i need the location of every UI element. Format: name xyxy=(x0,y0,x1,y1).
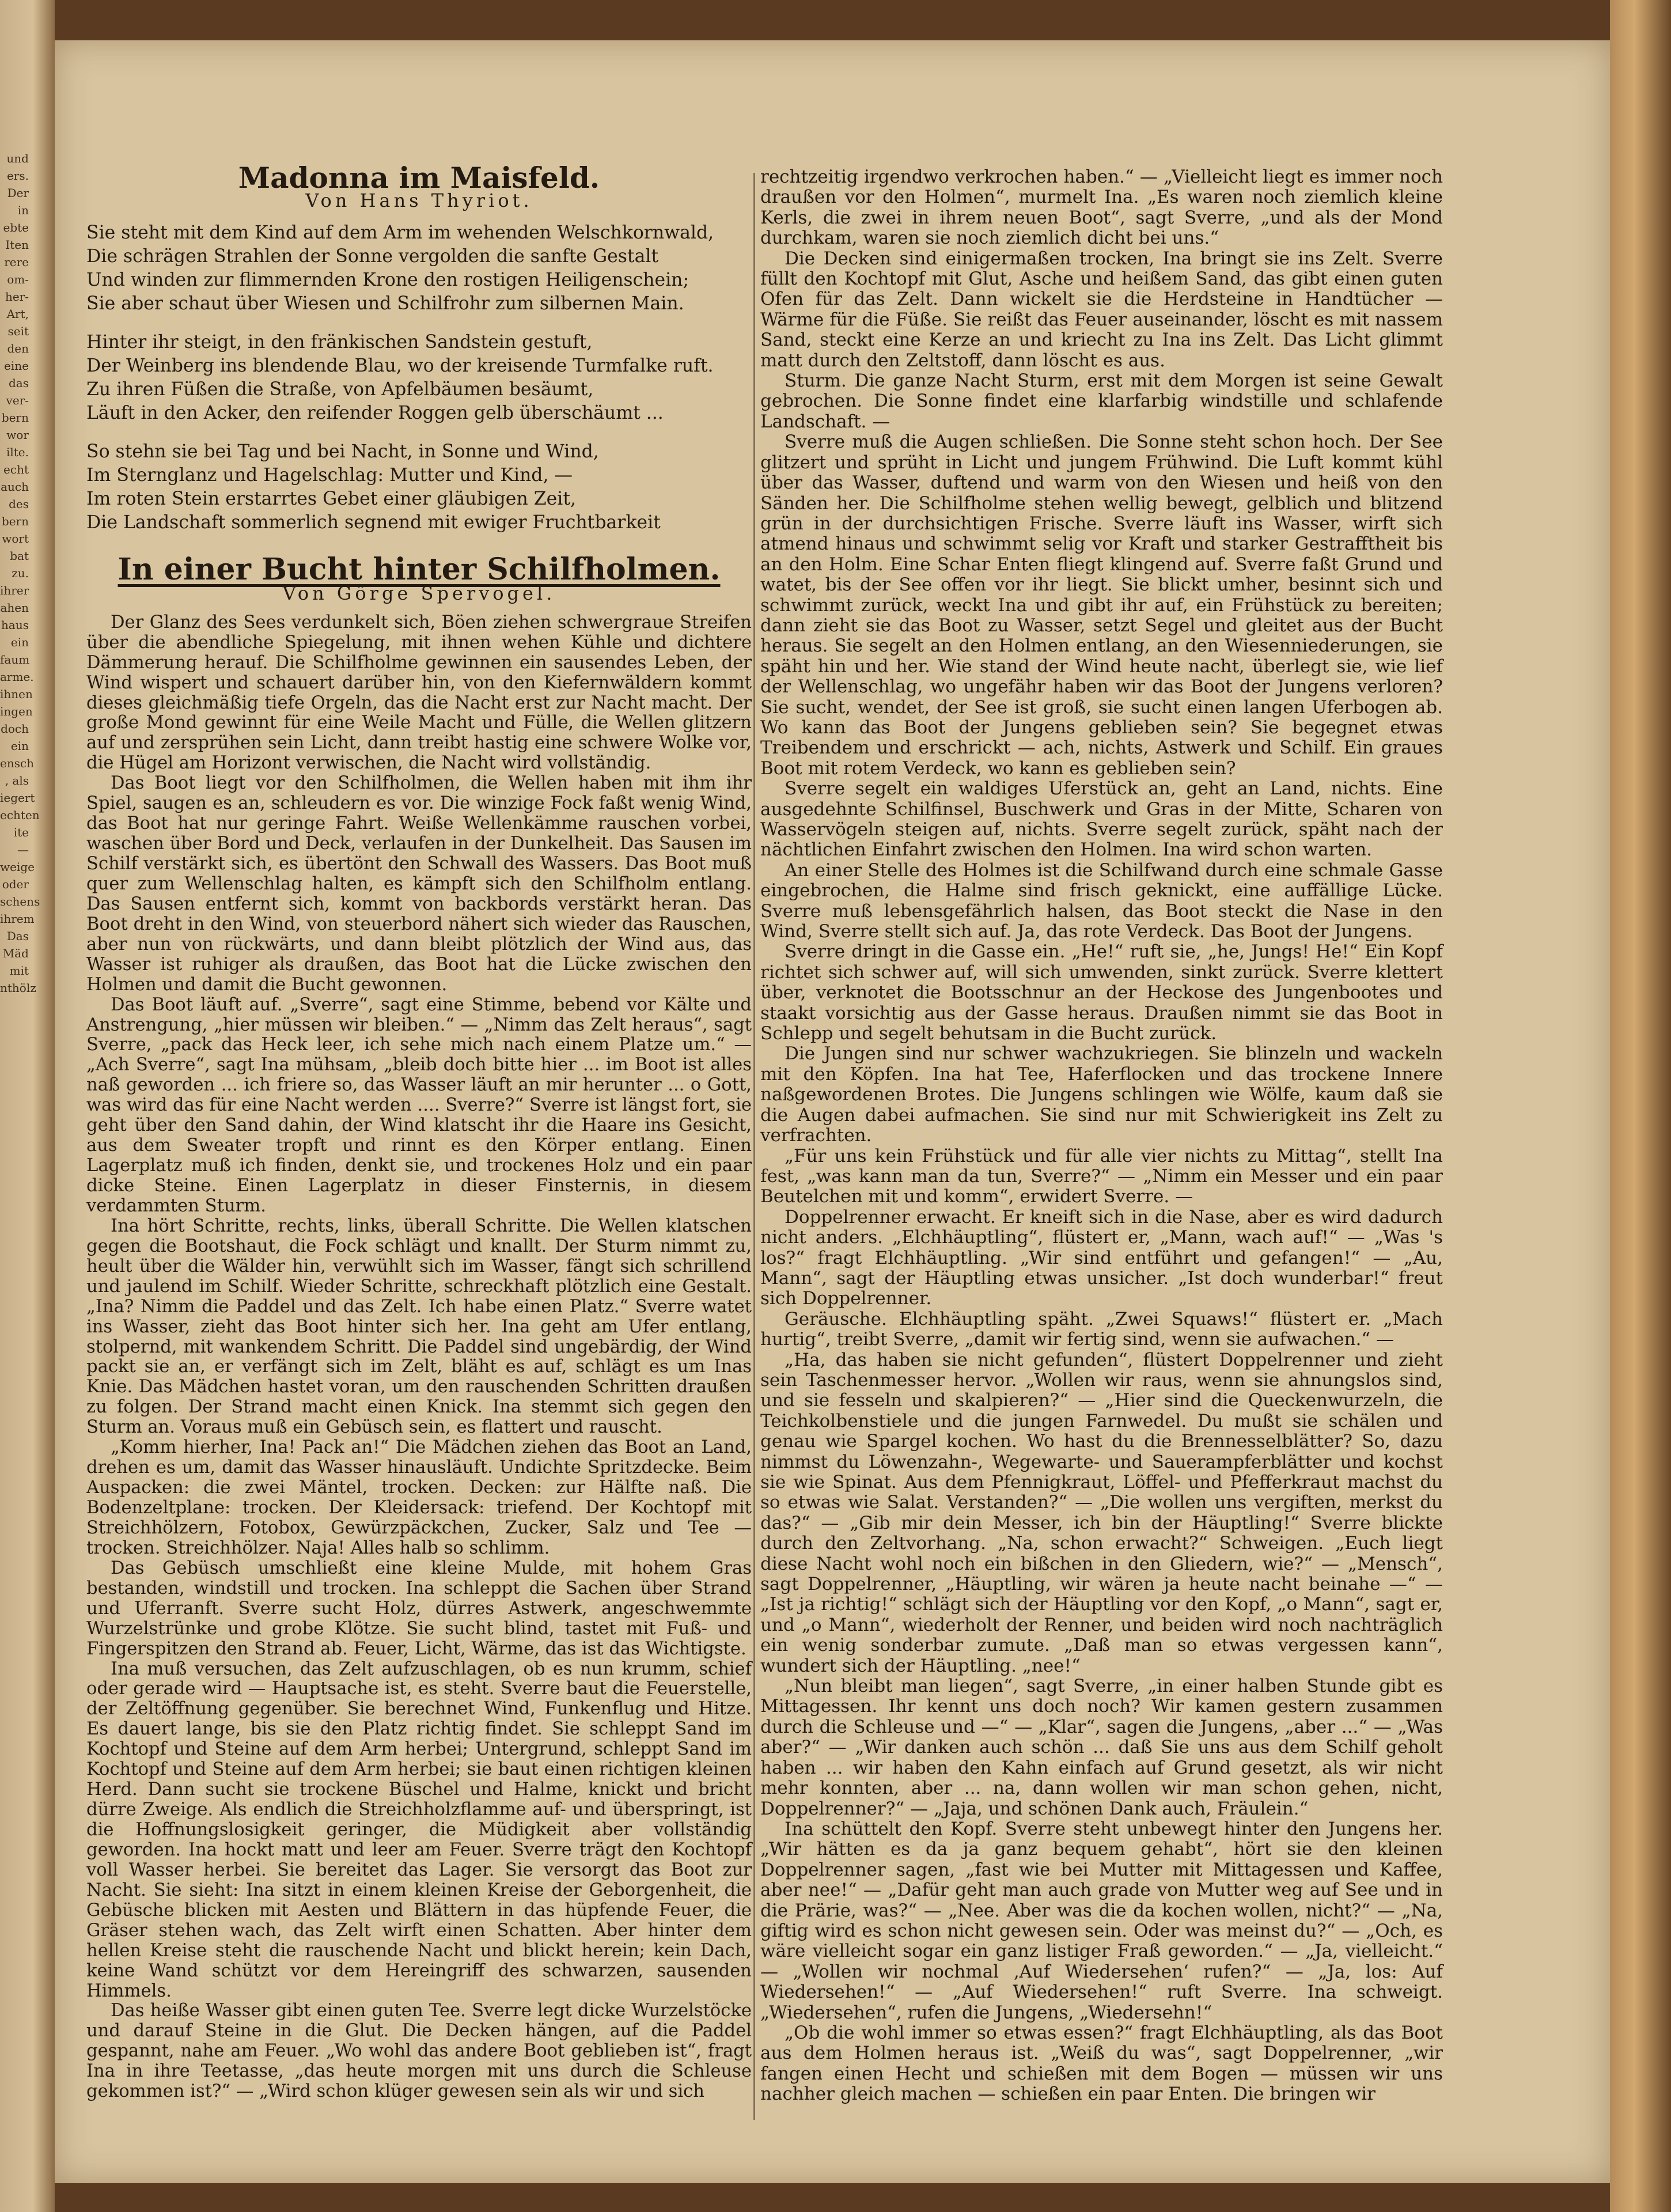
story-paragraph: rechtzeitig irgendwo verkrochen haben.“ — „Vielleicht liegt es immer noch draußen vor den Holmen“, murmelt Ina. „Es waren noch ziemlich kleine Kerls, die zwei in ihrem neuen Boot“, sagt Sverre, „und als der Mond durchkam, waren sie noch ziemlich dicht bei uns.“ xyxy=(760,166,1443,249)
margin-fragment: des xyxy=(9,497,29,511)
margin-fragment: haus xyxy=(1,618,29,632)
margin-fragment: Der xyxy=(7,186,29,200)
margin-fragment: faum xyxy=(0,653,30,666)
poem-stanza xyxy=(86,440,752,535)
story-paragraph: „Nun bleibt man liegen“, sagt Sverre, „in einer halben Stunde gibt es Mittagessen. Ihr kennt uns doch noch? Wir kamen gestern zusammen durch die Schleuse und —“ — „Klar“, sagen die Jungens, „aber ...“ — „Was aber?“ — „Wir danken auch schön ... daß Sie uns aus dem Schilf geholt haben ... wir haben den Kahn einfach auf Grund gesetzt, als wir nicht mehr konnten, aber ... na, dann wollen wir man schon gehen, nicht, Doppelrenner?“ — „Jaja, und schönen Dank auch, Fräulein.“ xyxy=(760,1676,1443,1819)
margin-fragment: und xyxy=(6,151,29,165)
margin-fragment: ein xyxy=(10,635,29,649)
margin-fragment: her- xyxy=(5,290,29,304)
left-page-binding xyxy=(0,0,55,2212)
margin-fragment: ver- xyxy=(6,393,29,407)
story-paragraph: „Für uns kein Frühstück und für alle vier nichts zu Mittag“, stellt Ina fest, „was kann man da tun, Sverre?“ — „Nimm ein Messer und ein paar Beutelchen mit und komm“, erwidert Sverre. — xyxy=(760,1145,1443,1207)
margin-fragment: ers. xyxy=(6,169,29,183)
story-paragraph: An einer Stelle des Holmes ist die Schilfwand durch eine schmale Gasse eingebrochen, die Halme sind frisch geknickt, eine auffällige Lücke. Sverre muß lebensgefährlich halsen, das Boot steckt die Nase in den Wind, Sverre stellt sich auf. Ja, das rote Verdeck. Das Boot der Jungens. xyxy=(760,859,1443,942)
poem-verse: Der Weinberg ins blendende Blau, wo der kreisende Turmfalke ruft. xyxy=(86,355,714,376)
margin-fragment: ite — xyxy=(13,825,29,857)
story-paragraph: „Komm hierher, Ina! Pack an!“ Die Mädchen ziehen das Boot an Land, drehen es um, damit das Wasser hinausläuft. Undichte Spritzdecke. Beim Auspacken: die zwei Mäntel, trocken. Decken: zur Hälfte naß. Die Bodenzeltplane: trocken. Der Kleidersack: triefend. Der Kochtopf mit Streichhölzern, Fotobox, Gewürzpäckchen, Zucker, Salz und Tee — trocken. Streichhölzer. Naja! Alles halb so schlimm. xyxy=(86,1437,752,1558)
column-divider xyxy=(753,173,755,2120)
story-paragraph: Ina muß versuchen, das Zelt aufzuschlagen, ob es nun krumm, schief oder gerade wird — Hauptsache ist, es steht. Sverre baut die Feuerstelle, der Zeltöffnung gegenüber. Sie berechnet Wind, Funkenflug und Hitze. Es dauert lange, bis sie den Platz richtig findet. Sie schleppt Sand im Kochtopf und Steine auf dem Arm herbei; Untergrund, schleppt Sand im Kochtopf und Steine auf dem Arm herbei; sie baut einen richtigen kleinen Herd. Dann sucht sie trockene Büschel und Halme, knickt und bricht dürre Zweige. Als endlich die Streichholzflamme auf- und überspringt, ist die Hoffnungslosigkeit geringer, die Müdigkeit aber vollständig geworden. Ina hockt matt und leer am Feuer. Sverre trägt den Kochtopf voll Wasser herbei. Sie bereitet das Lager. Sie versorgt das Boot zur Nacht. Sie sieht: Ina sitzt in einem kleinen Kreise der Geborgenheit, die Gebüsche blicken mit Aesten und Blättern in das hüpfende Feuer, die Gräser stehen wach, das Zelt wirft einen Schatten. Aber hinter dem hellen Kreise steht die rauschende Nacht und blickt herein; kein Dach, keine Wand schützt vor dem Hereingriff des schwarzen, sausenden Himmels. xyxy=(86,1658,752,2001)
margin-fragment: in xyxy=(17,203,29,217)
margin-fragment: wort xyxy=(2,532,29,546)
poem-verse: Und winden zur flimmernden Krone den rostigen Heiligenschein; xyxy=(86,269,689,290)
margin-fragment: echten xyxy=(0,808,40,822)
right-column xyxy=(760,167,1443,2105)
margin-fragment: ahen xyxy=(0,601,29,615)
story-paragraph: Der Glanz des Sees verdunkelt sich, Böen ziehen schwergraue Streifen über die abendliche Spiegelung, mit ihnen wehen Kühle und dichtere Dämmerung herauf. Die Schilfholme gewinnen ein sausendes Leben, der Wind wispert und schauert darüber hin, von den Kiefernwäldern kommt dieses gleichmäßig tiefe Orgeln, das die Nacht erst zur Nacht macht. Der große Mond gewinnt für eine Weile Macht und Fülle, die Wellen glitzern auf und zersprühen sein Licht, dann treibt hastig eine schwere Wolke vor, die Hügel am Horizont verwischen, die Nacht wird vollständig. xyxy=(86,612,752,774)
poem-verse: Im Sternglanz und Hagelschlag: Mutter und Kind, — xyxy=(86,464,573,486)
story-author: Von Görge Spervogel. xyxy=(282,582,556,604)
margin-fragments xyxy=(0,150,40,1705)
margin-fragment: Das xyxy=(6,929,29,943)
story-paragraph: Das Gebüsch umschließt eine kleine Mulde, mit hohem Gras bestanden, windstill und trocken. Ina schleppt die Sachen über Strand und Uferranft. Sverre sucht Holz, dürres Astwerk, angeschwemmte Wurzelstrünke und grobe Klötze. Sie sucht blind, tastet mit Fuß- und Fingerspitzen den Strand ab. Feuer, Licht, Wärme, das ist das Wichtigste. xyxy=(86,1558,752,1659)
margin-fragment: ihrer xyxy=(0,584,29,597)
margin-fragment: rere xyxy=(4,255,29,269)
poem-verse: Sie steht mit dem Kind auf dem Arm im wehenden Welschkornwald, xyxy=(86,222,714,243)
margin-fragment: oder xyxy=(2,877,29,891)
story-paragraph: Das heiße Wasser gibt einen guten Tee. Sverre legt dicke Wurzelstöcke und darauf Steine in die Glut. Die Decken hängen, auf die Paddel gespannt, nahe am Feuer. „Wo wohl das andere Boot geblieben ist“, fragt Ina in ihre Teetasse, „das heute morgen mit uns durch die Schleuse gekommen ist?“ — „Wird schon klüger gewesen sein als wir und sich xyxy=(86,2001,752,2102)
margin-fragment: om- xyxy=(7,272,29,286)
margin-fragment: ebte xyxy=(3,221,29,234)
margin-fragment: den xyxy=(7,342,29,355)
margin-fragment: doch xyxy=(1,722,29,736)
story-title: In einer Bucht hinter Schilfholmen. xyxy=(118,551,721,587)
poem-author: Von Hans Thyriot. xyxy=(305,189,533,211)
story-paragraph: „Ob die wohl immer so etwas essen?“ fragt Elchhäuptling, als das Boot aus dem Holmen heraus ist. „Weiß du was“, sagt Doppelrenner, „wir fangen einen Hecht und schießen mit dem Bogen — müssen wir uns nachher gleich machen — schießen ein paar Enten. Die bringen wir xyxy=(760,2022,1443,2105)
margin-fragment: nthölz xyxy=(0,981,36,995)
margin-fragment: echt xyxy=(3,463,29,476)
poem-stanza xyxy=(86,221,752,316)
story-paragraph: Die Jungen sind nur schwer wachzukriegen. Sie blinzeln und wackeln mit den Köpfen. Ina hat Tee, Haferflocken und das trockene Innere naßgewordenen Brotes. Die Jungens schlingen wie Wölfe, kaum daß sie die Augen dabei aufmachen. Sie sind nur mit Schwierigkeit ins Zelt zu verfrachten. xyxy=(760,1043,1443,1146)
story-paragraph: Sverre muß die Augen schließen. Die Sonne steht schon hoch. Der See glitzert und sprüht in Licht und jungem Frühwind. Die Luft kommt kühl über das Wasser, duftend und warm von den Wiesen und heiß von den Sänden her. Die Schilfholme stehen wellig bewegt, gelblich und blitzend grün in der durchsichtigen Frische. Sverre läuft ins Wasser, wirft sich atmend hinaus und schwimmt selig vor Kraft und starker Gestrafftheit bis an den Holm. Eine Schar Enten fliegt klingend auf. Sverre faßt Grund und watet, bis der See offen vor ihr liegt. Sie blickt umher, besinnt sich und schwimmt zurück, weckt Ina und gibt ihr auf, ein Frühstück zu bereiten; dann zieht sie das Boot zu Wasser, setzt Segel und gleitet aus der Bucht heraus. Sie segelt an den Holmen entlang, an den Wiesenniederungen, sie späht hin und her. Wie stand der Wind heute nacht, überlegt sie, wie lief der Wellenschlag, wo ungefähr haben wir das Boot der Jungens verloren? Sie sucht, wendet, der See ist groß, sie sucht einen langen Uferbogen ab. Wo kann das Boot der Jungens geblieben sein? Sie begegnet etwas Treibendem und erschrickt — ach, nichts, Astwerk und Schilf. Ein graues Boot mit rotem Verdeck, wo kann es geblieben sein? xyxy=(760,431,1443,779)
story-paragraph: Das Boot liegt vor den Schilfholmen, die Wellen haben mit ihm ihr Spiel, saugen es an, schleudern es vor. Die winzige Fock faßt wenig Wind, das Boot hat nur geringe Fahrt. Weiße Wellenkämme rauschen vorbei, waschen über Bord und Deck, verlaufen in der Dunkelheit. Das Sausen im Schilf verstärkt sich, es übertönt den Schwall des Wassers. Das Boot muß quer zum Wellenschlag halten, es kämpft sich den Schilfholm entlang. Das Sausen entfernt sich, kommt von backbords verstärkt heran. Das Boot dreht in den Wind, von steuerbord nähert sich wieder das Rauschen, aber nun von rückwärts, und dann bleibt plötzlich der Wind aus, das Wasser ist ruhiger als draußen, das Boot hat die Lücke zwischen den Holmen und damit die Bucht gewonnen. xyxy=(86,773,752,995)
book-edge xyxy=(1610,0,1671,2212)
poem-title: Madonna im Maisfeld. xyxy=(238,161,600,195)
margin-fragment: eine xyxy=(4,359,29,373)
story-paragraph: Sverre dringt in die Gasse ein. „He!“ ruft sie, „he, Jungs! He!“ Ein Kopf richtet sich schwer auf, will sich umwenden, sinkt zurück. Sverre klettert über, verknotet die Bootsschnur an der Heckose des Jungenbootes und staakt vorsichtig aus der Gasse heraus. Draußen nimmt sie das Boot in Schlepp und segelt behutsam in die Bucht zurück. xyxy=(760,941,1443,1044)
story-paragraph: Sturm. Die ganze Nacht Sturm, erst mit dem Morgen ist seine Gewalt gebrochen. Die Sonne findet eine klarfarbig windstille und schlafende Landschaft. — xyxy=(760,370,1443,432)
story-paragraph: Das Boot läuft auf. „Sverre“, sagt eine Stimme, bebend vor Kälte und Anstrengung, „hier müssen wir bleiben.“ — „Nimm das Zelt heraus“, sagt Sverre, „pack das Heck leer, ich sehe mich nach einem Platze um.“ — „Ach Sverre“, sagt Ina mühsam, „bleib doch bitte hier ... im Boot ist alles naß geworden ... ich friere so, das Wasser läuft an mir herunter ... o Gott, was wird das für eine Nacht werden .... Sverre?“ Sverre ist längst fort, sie geht über den Sand dahin, der Wind klatscht ihr die Haare ins Gesicht, aus dem Sweater tropft und rinnt es den Körper entlang. Einen Lagerplatz muß ich finden, denkt sie, und trockenes Holz und ein paar dicke Steine. Einen Lagerplatz in dieser Finsternis, in diesem verdammten Sturm. xyxy=(86,994,752,1216)
margin-fragment: seit xyxy=(7,324,29,338)
poem-verse: So stehn sie bei Tag und bei Nacht, in Sonne und Wind, xyxy=(86,441,599,462)
margin-fragment: Iten xyxy=(5,238,29,252)
left-column xyxy=(86,161,752,2102)
margin-fragment: bat xyxy=(10,549,29,563)
story-body-left xyxy=(86,613,752,2102)
margin-fragment: ingen xyxy=(0,704,33,718)
poem-verse: Zu ihren Füßen die Straße, von Apfelbäumen besäumt, xyxy=(86,378,594,400)
poem-verse: Die Landschaft sommerlich segnend mit ewiger Fruchtbarkeit xyxy=(86,512,661,533)
poem-stanza xyxy=(86,331,752,425)
margin-fragment: wor xyxy=(6,428,29,442)
story-paragraph: Geräusche. Elchhäuptling späht. „Zwei Squaws!“ flüstert er. „Mach hurtig“, treibt Sverre, „damit wir fertig sind, wenn sie aufwachen.“ — xyxy=(760,1308,1443,1350)
story-paragraph: Ina schüttelt den Kopf. Sverre steht unbewegt hinter den Jungens her. „Wir hätten es da ja ganz bequem gehabt“, hört sie den kleinen Doppelrenner sagen, „fast wie bei Mutter mit Mittagessen und Kaffee, aber nee!“ — „Dafür geht man auch grade von Mutter weg auf See und in die Prärie, was?“ — „Nee. Aber was die da kochen wollen, nicht?“ — „Na, giftig wird es schon nicht gewesen sein. Oder was meinst du?“ — „Och, es wäre vielleicht sogar ein ganz listiger Fraß geworden.“ — „Ja, vielleicht.“ — „Wollen wir nochmal ‚Auf Wiedersehen‘ rufen?“ — „Ja, los: Auf Wiedersehen!“ — „Auf Wiedersehen!“ ruft Sverre. Ina schweigt. „Wiedersehen“, rufen die Jungens, „Wiedersehn!“ xyxy=(760,1818,1443,2023)
story-paragraph: Ina hört Schritte, rechts, links, überall Schritte. Die Wellen klatschen gegen die Bootshaut, die Fock schlägt und knallt. Der Sturm nimmt zu, heult über die Wälder hin, verwühlt sich im Wasser, fängt sich schrillend und jaulend im Schilf. Wieder Schritte, schreckhaft plötzlich eine Gestalt. „Ina? Nimm die Paddel und das Zelt. Ich habe einen Platz.“ Sverre watet ins Wasser, zieht das Boot hinter sich her. Ina geht am Ufer entlang, stolpernd, mit wankendem Schritt. Die Paddel sind ungebärdig, der Wind packt sie an, er verfängt sich im Zelt, bläht es auf, schlägt es um Inas Knie. Das Mädchen hastet voran, um den rauschenden Schritten draußen zu folgen. Der Strand macht einen Knick. Ina stemmt sich gegen den Sturm an. Voraus muß ein Gebüsch sein, es flattert und rauscht. xyxy=(86,1215,752,1438)
poem-verse: Im roten Stein erstarrtes Gebet einer gläubigen Zeit, xyxy=(86,488,577,509)
margin-fragment: bern xyxy=(1,514,29,528)
poem-body xyxy=(86,221,752,535)
margin-fragment: bern xyxy=(1,411,29,425)
story-paragraph: „Ha, das haben sie nicht gefunden“, flüstert Doppelrenner und zieht sein Taschenmesser hervor. „Wollen wir raus, wenn sie ahnungslos sind, und sie fesseln und skalpieren?“ — „Hier sind die Queckenwurzeln, die Teichkolbenstiele und die jungen Farnwedel. Du mußt sie schälen und genau wie Spargel kochen. Wo hast du die Brennesselblätter? So, dazu nimmst du Löwenzahn-, Wegewarte- und Sauerampferblätter und kochst sie wie Spinat. Aus dem Pfennigkraut, Löffel- und Pfefferkraut machst du so etwas wie Salat. Verstanden?“ — „Die wollen uns vergiften, merkst du das?“ — „Gib mir dein Messer, ich bin der Häuptling!“ Sverre blickte durch den Zeltvorhang. „Na, schon erwacht?“ Schweigen. „Euch liegt diese Nacht wohl noch ein bißchen in den Gliedern, wie?“ — „Mensch“, sagt Doppelrenner, „Häuptling, wir wären ja heute nacht beinahe —“ — „Ist ja richtig!“ schlägt sich der Häuptling vor den Kopf, „o Mann“, sagt er, und „o Mann“, wiederholt der Renner, und beiden wird noch nachträglich ein wenig sonderbar zumute. „Daß man so etwas vergessen kann“, wundert sich der Häuptling. „nee!“ xyxy=(760,1349,1443,1676)
margin-fragment: ihrem xyxy=(0,912,35,926)
margin-fragment: arme. xyxy=(0,670,34,684)
story-body-right xyxy=(760,167,1443,2105)
margin-fragment: ein xyxy=(10,739,29,753)
margin-fragment: auch xyxy=(1,480,29,494)
story-paragraph: Die Decken sind einigermaßen trocken, Ina bringt sie ins Zelt. Sverre füllt den Kochtopf mit Glut, Asche und heißem Sand, das gibt einen guten Ofen für das Zelt. Dann wickelt sie die Herdsteine in Handtücher — Wärme für die Füße. Sie reißt das Feuer auseinander, löscht es mit nassem Sand, steckt eine Kerze an und kriecht zu Ina ins Zelt. Das Licht glimmt matt durch den Zeltstoff, dann löscht es aus. xyxy=(760,248,1443,371)
poem-verse: Hinter ihr steigt, in den fränkischen Sandstein gestuft, xyxy=(86,331,593,353)
story-paragraph: Sverre segelt ein waldiges Uferstück an, geht an Land, nichts. Eine ausgedehnte Schilfinsel, Buschwerk und Gras in der Mitte, Scharen von Wasservögeln steigen auf, nichts. Sverre segelt zurück, späht nach der nächtlichen Einfahrt zwischen den Holmen. Ina wird schon warten. xyxy=(760,778,1443,861)
poem-verse: Sie aber schaut über Wiesen und Schilfrohr zum silbernen Main. xyxy=(86,293,684,314)
margin-fragment: mit xyxy=(9,964,29,978)
story-paragraph: Doppelrenner erwacht. Er kneift sich in die Nase, aber es wird dadurch nicht anders. „Elchhäuptling“, flüstert er, „Mann, wach auf!“ — „Was 's los?“ fragt Elchhäuptling. „Wir sind entführt und gefangen!“ — „Au, Mann“, sagt der Häuptling etwas unsicher. „Ist doch wunderbar!“ freut sich Doppelrenner. xyxy=(760,1206,1443,1309)
poem-verse: Die schrägen Strahlen der Sonne vergolden die sanfte Gestalt xyxy=(86,245,659,267)
margin-fragment: ensch xyxy=(0,756,35,770)
margin-fragment: schens xyxy=(0,895,40,908)
margin-fragment: ilte. xyxy=(6,445,29,459)
margin-fragment: , als xyxy=(5,774,29,787)
margin-fragment: iegert xyxy=(0,791,35,805)
margin-fragment: zu. xyxy=(12,566,29,580)
margin-fragment: weige xyxy=(0,860,35,874)
margin-fragment: das xyxy=(9,376,29,390)
margin-fragment: Mäd xyxy=(2,946,29,960)
poem-verse: Läuft in den Acker, den reifender Roggen gelb überschäumt ... xyxy=(86,402,664,423)
margin-fragment: ihnen xyxy=(0,687,33,701)
margin-fragment: Art, xyxy=(6,307,29,321)
